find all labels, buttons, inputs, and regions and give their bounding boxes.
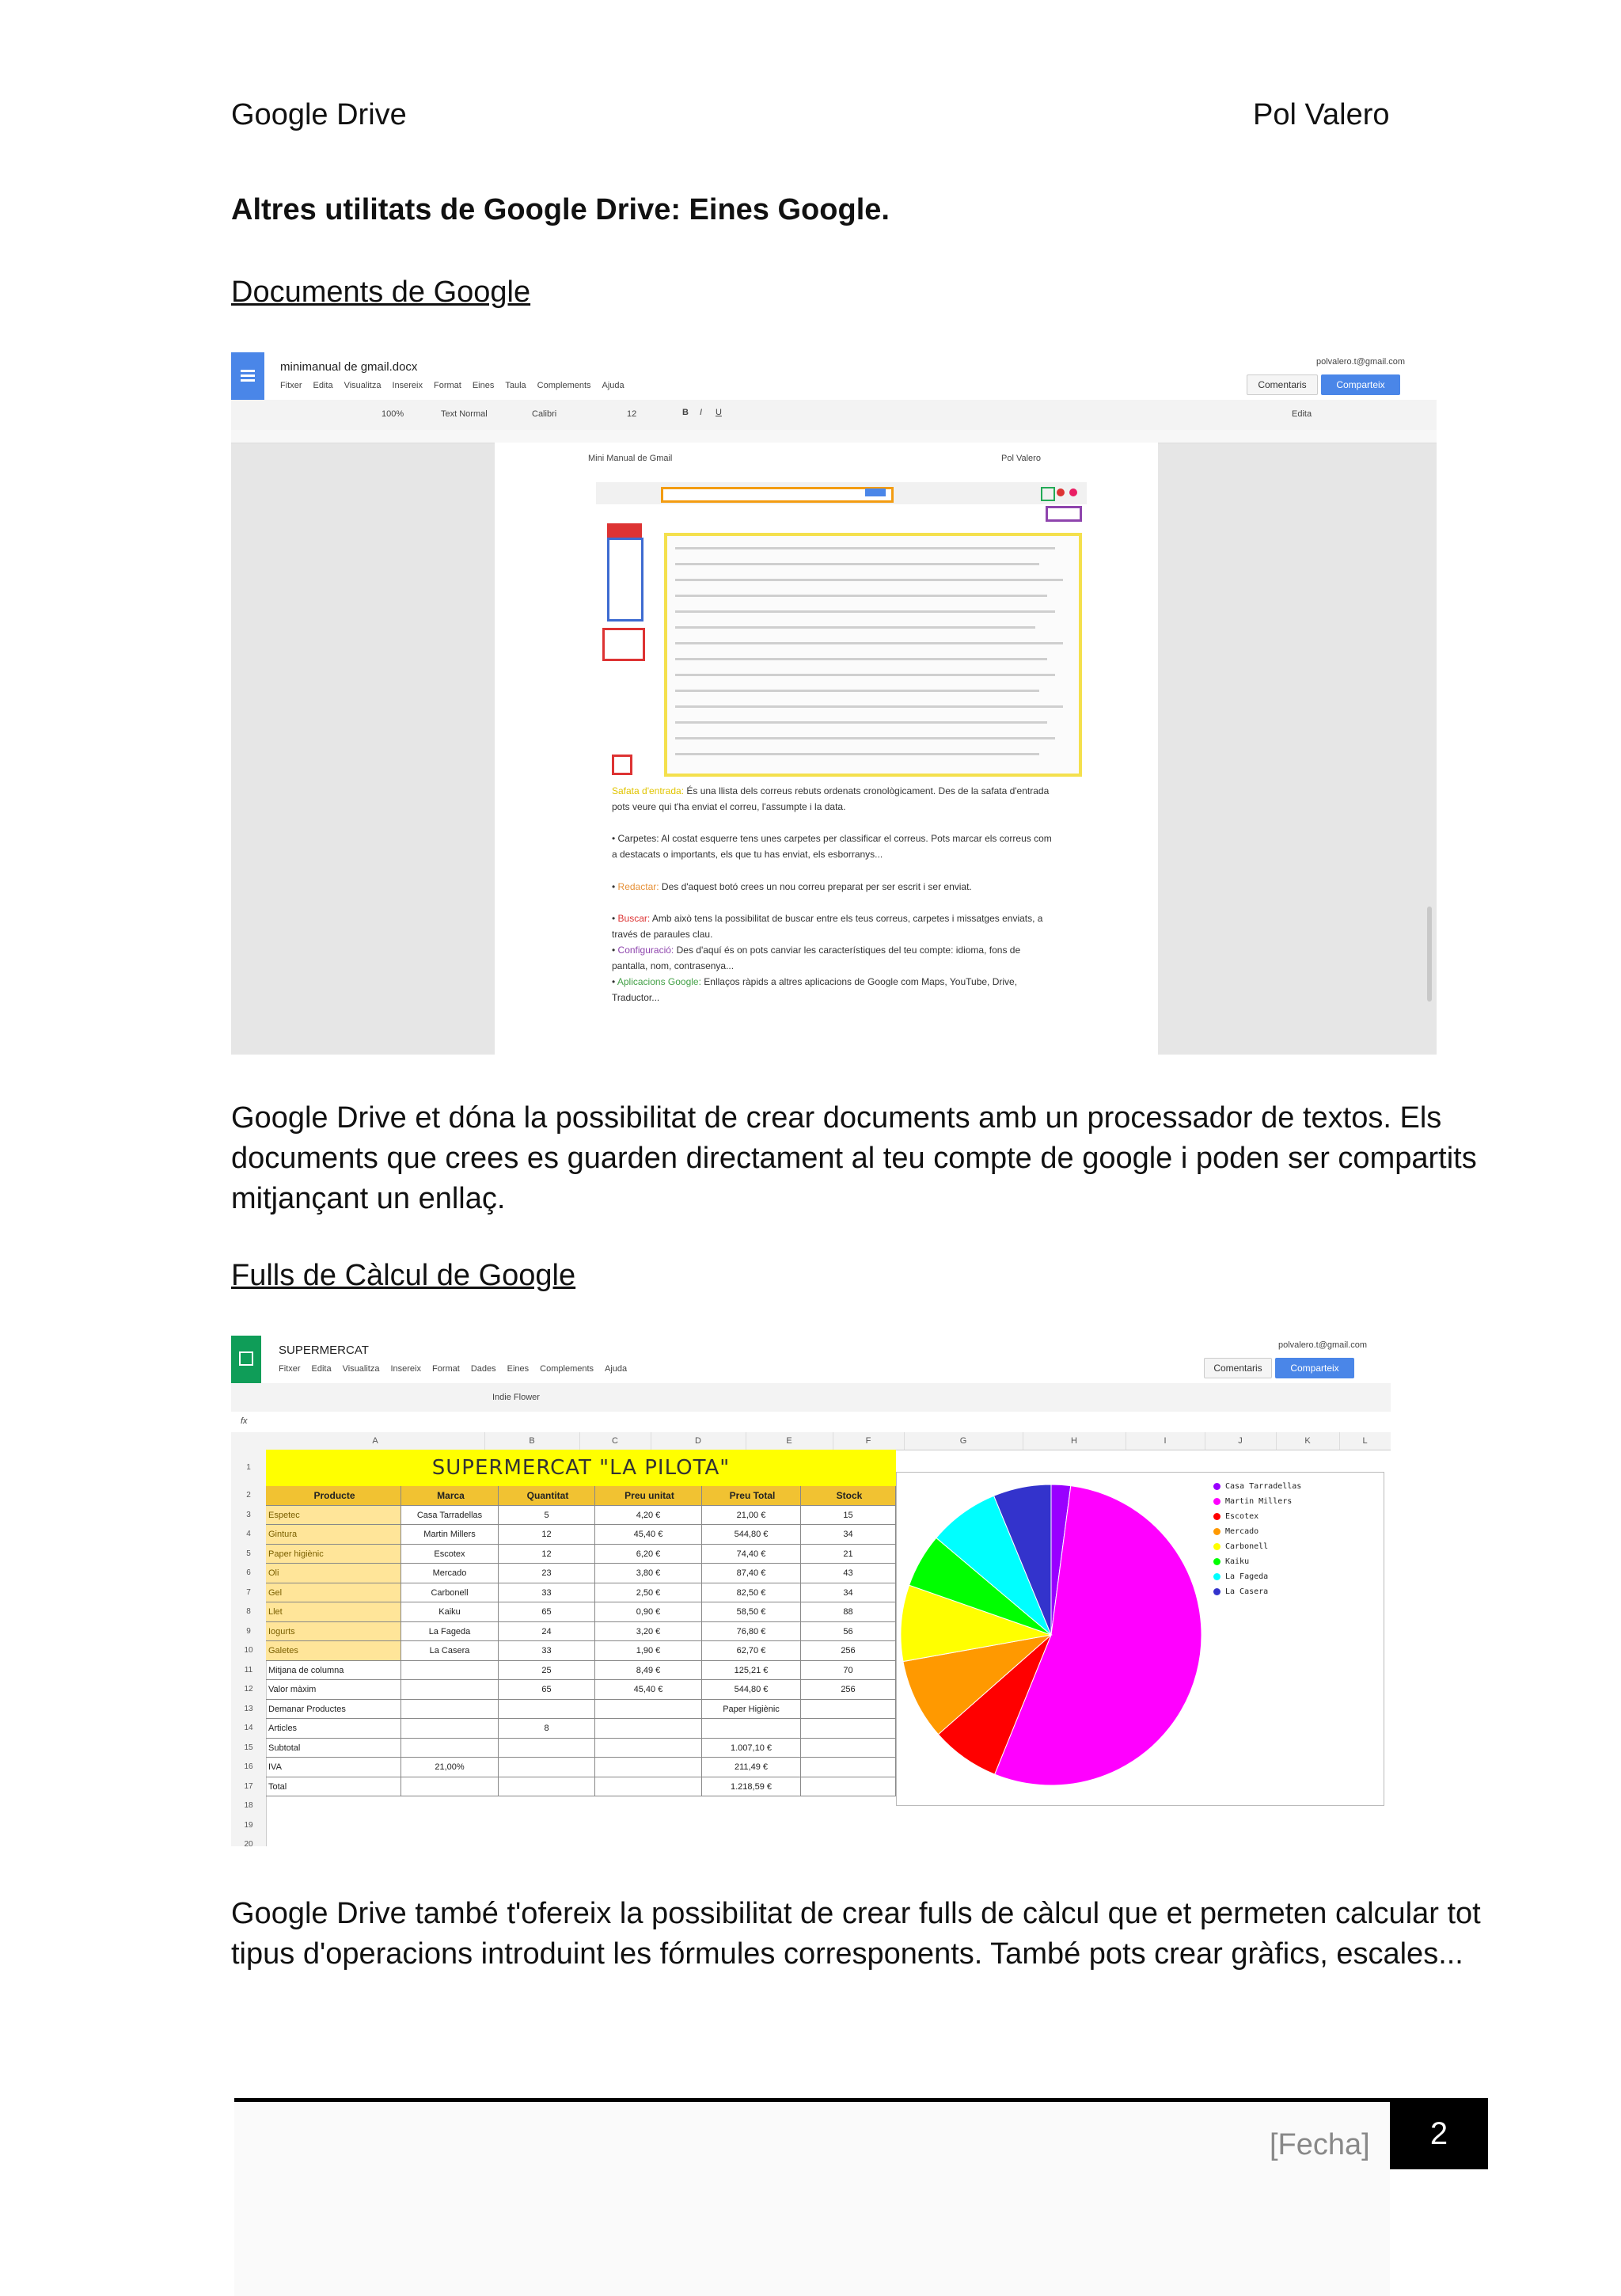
legend-label: La Casera (1225, 1587, 1269, 1596)
sheet-cell: Kaiku (401, 1602, 499, 1622)
docs-menu-bar (280, 381, 624, 390)
column-header: I (1126, 1432, 1205, 1450)
row-header: 15 (231, 1739, 267, 1759)
sheet-cell (595, 1739, 702, 1758)
sheet-cell: Quantitat (499, 1486, 595, 1506)
row-header: 2 (231, 1486, 267, 1507)
row-header: 14 (231, 1719, 267, 1739)
sheet-cell: Preu unitat (595, 1486, 702, 1506)
footer-area (234, 2102, 1390, 2296)
column-header: K (1276, 1432, 1340, 1450)
sheets-toolbar (231, 1383, 1391, 1412)
sheet-cell: Stock (801, 1486, 896, 1506)
legend-item (1213, 1482, 1301, 1491)
row-header: 18 (231, 1796, 267, 1817)
doc-page-header-left: Mini Manual de Gmail (588, 454, 673, 463)
doc-bullet-label: Safata d'entrada: (612, 785, 685, 796)
legend-swatch (1213, 1573, 1220, 1580)
sheets-menu-item: Ajuda (605, 1364, 628, 1374)
doc-bullet-5: • Configuració: Des d'aquí és on pots canviar les característiques del teu compte: idioma, fons de pantalla, nom, contrasenya... (612, 945, 1021, 971)
column-header: B (484, 1432, 580, 1450)
row-header: 6 (231, 1564, 267, 1584)
sheet-cell (401, 1739, 499, 1758)
sheet-cell: Paper Higiènic (702, 1700, 801, 1720)
docs-edit-mode: Edita (1292, 409, 1312, 419)
row-header: 1 (231, 1450, 267, 1487)
sheets-share-button: Comparteix (1275, 1358, 1354, 1378)
sheet-cell: 45,40 € (595, 1525, 702, 1545)
sheets-menu-item: Insereix (390, 1364, 421, 1374)
sheet-cell: Marca (401, 1486, 499, 1506)
docs-screenshot (231, 352, 1437, 1055)
sheet-cell (801, 1777, 896, 1797)
sheet-cell: Gintura (266, 1525, 401, 1545)
header-left: Google Drive (231, 98, 407, 131)
sheets-menu-item: Visualitza (342, 1364, 380, 1374)
legend-item (1213, 1587, 1268, 1596)
sheets-menu-item: Complements (540, 1364, 594, 1374)
sheet-cell: Casa Tarradellas (401, 1506, 499, 1526)
sheet-cell: Valor màxim (266, 1680, 401, 1700)
sheets-menu-item: Edita (311, 1364, 332, 1374)
legend-item (1213, 1497, 1292, 1506)
column-header: F (833, 1432, 905, 1450)
doc-bullet-label: Configuració: (617, 945, 674, 956)
legend-swatch (1213, 1528, 1220, 1535)
legend-item (1213, 1557, 1249, 1566)
doc-bullet-body: Des d'aquest botó crees un nou correu preparat per ser escrit i ser enviat. (661, 881, 972, 892)
sheet-cell: 544,80 € (702, 1525, 801, 1545)
row-header: 10 (231, 1641, 267, 1662)
sheet-cell: 8 (499, 1719, 595, 1739)
legend-label: Mercado (1225, 1527, 1259, 1536)
sheet-cell (595, 1777, 702, 1797)
doc-bullet-body: Al costat esquerre tens unes carpetes per classificar el correus. Pots marcar els correus com a destacats o importants, els que tu has enviat, els esborranys... (612, 833, 1052, 860)
sheet-cell: 12 (499, 1545, 595, 1564)
docs-page (495, 443, 1158, 1055)
header-right: Pol Valero (1253, 98, 1390, 131)
sheet-cell: Articles (266, 1719, 401, 1739)
sheet-cell: 12 (499, 1525, 595, 1545)
sheet-cell: 544,80 € (702, 1680, 801, 1700)
legend-label: La Fageda (1225, 1572, 1269, 1581)
docs-file-name: minimanual de gmail.docx (280, 360, 418, 374)
sheet-cell (595, 1758, 702, 1777)
docs-menu-item: Insereix (392, 381, 423, 390)
sheet-cell (801, 1719, 896, 1739)
sheet-cell: 21 (801, 1545, 896, 1564)
row-header: 16 (231, 1758, 267, 1778)
doc-bullet-1 (612, 783, 1055, 815)
legend-label: Carbonell (1225, 1542, 1269, 1551)
sheet-cell: 58,50 € (702, 1602, 801, 1622)
page-heading: Altres utilitats de Google Drive: Eines Google. (231, 193, 890, 226)
column-header: C (579, 1432, 651, 1450)
doc-page-header-right: Pol Valero (1001, 454, 1041, 463)
column-header: G (904, 1432, 1023, 1450)
docs-menu-item: Complements (537, 381, 591, 390)
section2-subtitle: Fulls de Càlcul de Google (231, 1259, 576, 1292)
sheet-cell: 25 (499, 1661, 595, 1681)
docs-ruler (231, 430, 1437, 443)
doc-bullet-label: Redactar: (617, 881, 659, 892)
doc-bullet-4: • Buscar: Amb això tens la possibilitat de buscar entre els teus correus, carpetes i missatges enviats, a través de paraules clau. (612, 913, 1043, 940)
sheet-cell: Producte (266, 1486, 401, 1506)
sheet-cell: 34 (801, 1583, 896, 1603)
docs-menu-item: Eines (472, 381, 495, 390)
section2-paragraph: Google Drive també t'ofereix la possibilitat de crear fulls de càlcul que et permeten calcular tot tipus d'operacions introduint les fórmules corresponents. També pots crear gràfics, escales... (231, 1897, 1481, 1971)
sheets-menu-item: Eines (507, 1364, 530, 1374)
doc-bullet-2: • Carpetes: Al costat esquerre tens unes carpetes per classificar el correus. Pots marcar els correus com a destacats o importants, els que tu has enviat, els esborranys... (612, 833, 1052, 860)
sheet-cell: 24 (499, 1622, 595, 1642)
sheet-cell: 1,90 € (595, 1641, 702, 1661)
legend-swatch (1213, 1498, 1220, 1505)
sheet-cell: 65 (499, 1680, 595, 1700)
docs-font-select: Calibri (532, 409, 557, 419)
docs-titlebar (231, 352, 1437, 400)
sheet-cell: 1.007,10 € (702, 1739, 801, 1758)
docs-share-button: Comparteix (1321, 374, 1400, 395)
sheet-cell: 70 (801, 1661, 896, 1681)
sheet-cell: Mitjana de columna (266, 1661, 401, 1681)
row-header: 3 (231, 1506, 267, 1526)
sheet-cell: 21,00 € (702, 1506, 801, 1526)
legend-swatch (1213, 1483, 1220, 1490)
gmail-embedded-image (596, 482, 1087, 775)
legend-swatch (1213, 1588, 1220, 1595)
sheets-font-select: Indie Flower (492, 1393, 540, 1402)
sheet-cell (499, 1758, 595, 1777)
legend-label: Martin Millers (1225, 1497, 1293, 1506)
sheet-cell: 23 (499, 1564, 595, 1583)
sheets-comments-button: Comentaris (1204, 1358, 1272, 1378)
docs-menu-item: Taula (505, 381, 526, 390)
docs-menu-item: Ajuda (602, 381, 624, 390)
sheet-cell: 45,40 € (595, 1680, 702, 1700)
sheets-menu-item: Format (432, 1364, 460, 1374)
doc-bullet-body: Enllaços ràpids a altres aplicacions de Google com Maps, YouTube, Drive, Traductor... (612, 976, 1018, 1003)
doc-bullet-3: • Redactar: Des d'aquest botó crees un nou correu preparat per ser escrit i ser enviat. (612, 881, 972, 892)
sheet-cell: Mercado (401, 1564, 499, 1583)
sheet-cell: La Casera (401, 1641, 499, 1661)
underline-icon: U (716, 408, 722, 417)
sheet-cell: 33 (499, 1583, 595, 1603)
docs-zoom: 100% (382, 409, 404, 419)
legend-swatch (1213, 1513, 1220, 1520)
sheet-cell: 33 (499, 1641, 595, 1661)
footer-date: [Fecha] (1270, 2128, 1370, 2161)
sheet-cell (499, 1700, 595, 1720)
legend-item (1213, 1542, 1268, 1551)
row-header: 4 (231, 1525, 267, 1545)
row-header: 13 (231, 1700, 267, 1720)
sheet-cell: Espetec (266, 1506, 401, 1526)
sheet-cell: 21,00% (401, 1758, 499, 1777)
sheet-cell: 82,50 € (702, 1583, 801, 1603)
sheet-cell (499, 1777, 595, 1797)
row-header: 8 (231, 1602, 267, 1623)
sheet-cell: Oli (266, 1564, 401, 1583)
doc-bullet-body: És una llista dels correus rebuts ordenats cronològicament. Des de la safata d'entrada pots veure qui t'ha enviat el correu, l'assumpte i la data. (612, 785, 1050, 812)
doc-bullet-label: Aplicacions Google: (617, 976, 701, 987)
sheet-cell: 0,90 € (595, 1602, 702, 1622)
docs-scrollbar (1427, 907, 1432, 1002)
sheet-cell: Carbonell (401, 1583, 499, 1603)
sheet-cell: 74,40 € (702, 1545, 801, 1564)
section1-subtitle: Documents de Google (231, 276, 531, 309)
sheet-cell (401, 1777, 499, 1797)
sheet-cell: 1.218,59 € (702, 1777, 801, 1797)
sheet-cell: 211,49 € (702, 1758, 801, 1777)
sheet-cell: Martin Millers (401, 1525, 499, 1545)
page-number: 2 (1390, 2098, 1488, 2169)
sheet-cell (702, 1719, 801, 1739)
sheet-cell: Iogurts (266, 1622, 401, 1642)
sheet-cell: 88 (801, 1602, 896, 1622)
fx-icon: fx (241, 1416, 248, 1426)
doc-bullet-body: Des d'aquí és on pots canviar les característiques del teu compte: idioma, fons de pantalla, nom, contrasenya... (612, 945, 1021, 971)
docs-menu-item: Edita (313, 381, 333, 390)
sheets-menu-bar (279, 1364, 627, 1374)
row-header: 9 (231, 1622, 267, 1643)
footer-rule (234, 2098, 1390, 2102)
pie-chart-frame (896, 1472, 1384, 1806)
legend-swatch (1213, 1558, 1220, 1565)
docs-menu-item: Visualitza (344, 381, 382, 390)
italic-icon: I (700, 408, 703, 417)
sheet-cell: 3,80 € (595, 1564, 702, 1583)
sheet-cell: 8,49 € (595, 1661, 702, 1681)
row-header: 20 (231, 1835, 267, 1846)
sheet-cell: 6,20 € (595, 1545, 702, 1564)
docs-menu-item: Format (434, 381, 461, 390)
sheet-cell (401, 1719, 499, 1739)
sheet-cell (499, 1739, 595, 1758)
sheet-cell: 65 (499, 1602, 595, 1622)
sheet-cell: 3,20 € (595, 1622, 702, 1642)
sheets-column-headers (231, 1432, 1391, 1450)
doc-bullet-label: Carpetes: (617, 833, 659, 844)
sheet-cell: La Fageda (401, 1622, 499, 1642)
doc-bullet-body: Amb això tens la possibilitat de buscar entre els teus correus, carpetes i missatges enviats, a través de paraules clau. (612, 913, 1043, 940)
legend-item (1213, 1512, 1258, 1521)
docs-comments-button: Comentaris (1247, 374, 1318, 395)
sheet-cell: 125,21 € (702, 1661, 801, 1681)
row-header: 19 (231, 1816, 267, 1837)
row-header: 5 (231, 1545, 267, 1565)
sheet-cell: IVA (266, 1758, 401, 1777)
legend-label: Kaiku (1225, 1557, 1250, 1566)
sheet-cell: Llet (266, 1602, 401, 1622)
legend-swatch (1213, 1543, 1220, 1550)
row-header: 7 (231, 1583, 267, 1604)
pie-chart (897, 1473, 1384, 1805)
sheet-cell (801, 1758, 896, 1777)
sheet-cell: 34 (801, 1525, 896, 1545)
sheet-cell (801, 1700, 896, 1720)
column-header: E (746, 1432, 833, 1450)
sheets-formula-bar (231, 1412, 1391, 1433)
sheet-cell: 56 (801, 1622, 896, 1642)
column-header: D (651, 1432, 746, 1450)
row-header: 12 (231, 1680, 267, 1701)
sheet-cell: 4,20 € (595, 1506, 702, 1526)
doc-bullet-6: • Aplicacions Google: Enllaços ràpids a altres aplicacions de Google com Maps, YouTube, Drive, Traductor... (612, 976, 1018, 1003)
sheets-account: polvalero.t@gmail.com (1277, 1340, 1367, 1350)
sheets-app-icon (231, 1336, 261, 1383)
sheet-cell: 43 (801, 1564, 896, 1583)
column-header: J (1205, 1432, 1277, 1450)
docs-font-size: 12 (627, 409, 637, 419)
sheets-file-name: SUPERMERCAT (279, 1344, 369, 1357)
sheet-cell: Subtotal (266, 1739, 401, 1758)
sheet-cell: 2,50 € (595, 1583, 702, 1603)
docs-menu-item: Fitxer (280, 381, 302, 390)
sheet-cell: Paper higiènic (266, 1545, 401, 1564)
row-header: 11 (231, 1661, 267, 1682)
sheet-cell: Demanar Productes (266, 1700, 401, 1720)
sheet-cell: 5 (499, 1506, 595, 1526)
sheet-cell (401, 1680, 499, 1700)
column-header: H (1023, 1432, 1126, 1450)
docs-app-icon (231, 352, 264, 400)
sheet-cell: Total (266, 1777, 401, 1797)
sheet-cell: Escotex (401, 1545, 499, 1564)
legend-item (1213, 1527, 1258, 1536)
sheet-cell: 76,80 € (702, 1622, 801, 1642)
sheet-cell (595, 1719, 702, 1739)
sheet-cell (401, 1700, 499, 1720)
section1-paragraph: Google Drive et dóna la possibilitat de crear documents amb un processador de textos. Els documents que crees es guarden directament al teu compte de google i poden ser compartits mitjançant un enllaç. (231, 1101, 1477, 1215)
docs-style-select: Text Normal (441, 409, 488, 419)
bold-icon: B (682, 408, 689, 417)
sheet-cell: 87,40 € (702, 1564, 801, 1583)
docs-account: polvalero.t@gmail.com (1315, 357, 1405, 367)
sheet-cell: Preu Total (702, 1486, 801, 1506)
row-header: 17 (231, 1777, 267, 1798)
sheet-cell (401, 1661, 499, 1681)
legend-item (1213, 1572, 1268, 1581)
sheet-banner: SUPERMERCAT "LA PILOTA" (266, 1450, 896, 1486)
doc-bullet-label: Buscar: (617, 913, 651, 924)
column-header: L (1339, 1432, 1391, 1450)
sheet-cell: 62,70 € (702, 1641, 801, 1661)
sheet-cell (595, 1700, 702, 1720)
sheet-cell: Galetes (266, 1641, 401, 1661)
column-header: A (266, 1432, 485, 1450)
docs-toolbar (231, 400, 1437, 431)
sheets-menu-item: Fitxer (279, 1364, 301, 1374)
sheets-menu-item: Dades (470, 1364, 496, 1374)
sheet-cell: 256 (801, 1641, 896, 1661)
legend-label: Escotex (1225, 1512, 1259, 1521)
sheet-cell (801, 1739, 896, 1758)
sheets-screenshot (231, 1336, 1391, 1846)
sheet-cell: 15 (801, 1506, 896, 1526)
sheet-cell: 256 (801, 1680, 896, 1700)
sheet-cell: Gel (266, 1583, 401, 1603)
legend-label: Casa Tarradellas (1225, 1482, 1302, 1491)
